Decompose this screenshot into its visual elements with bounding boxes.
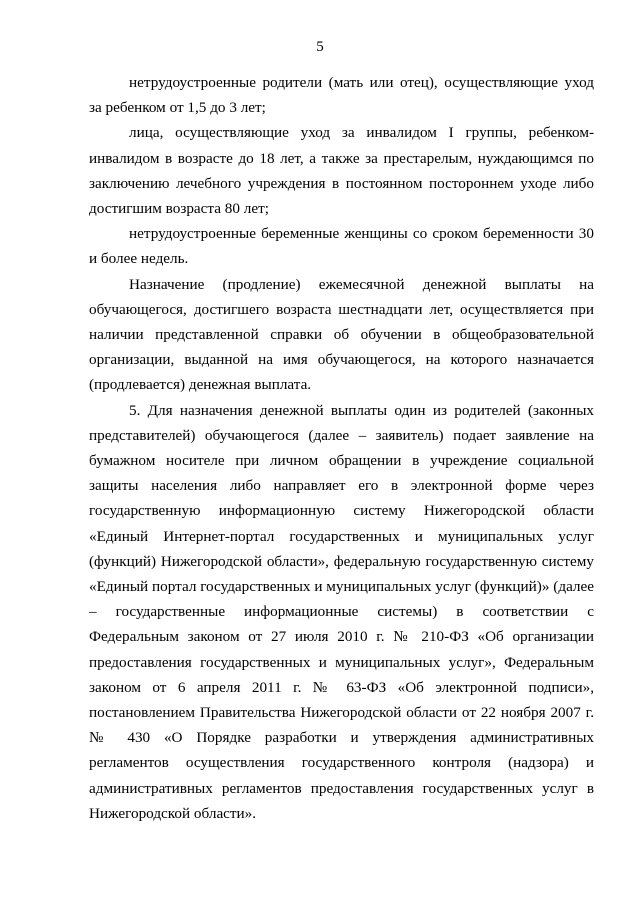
paragraph-pregnant-women: нетрудоустроенные беременные женщины со сроком беременности 30 и более недель. <box>89 225 594 268</box>
page-number: 5 <box>316 39 324 55</box>
document-body <box>89 70 594 826</box>
paragraph-parents-care: нетрудоустроенные родители (мать или отец), осуществляющие уход за ребенком от 1,5 до 3 лет; <box>89 74 594 117</box>
paragraph-section-5: 5. Для назначения денежной выплаты один из родителей (законных представителей) обучающегося (далее – заявитель) подает заявление на бумажном носителе при личном обращении в учреждение социальной защиты населения либо направляет его в электронной форме через государственную информационную систему Нижегородской области «Единый Интернет-портал государственных и муниципальных услуг (функций) Нижегородской области», федеральную государственную систему «Единый портал государственных и муниципальных услуг (функций)» (далее – государственные информационные системы) в соответствии с Федеральным законом от 27 июля 2010 г. № 210-ФЗ «Об организации предоставления государственных и муниципальных услуг», Федеральным законом от 6 апреля 2011 г. № 63-ФЗ «Об электронной подписи», постановлением Правительства Нижегородской области от 22 ноября 2007 г. № 430 «О Порядке разработки и утверждения административных регламентов осуществления государственного контроля (надзора) и административных регламентов предоставления государственных услуг в Нижегородской области». <box>89 401 594 822</box>
paragraph-caregivers: лица, осуществляющие уход за инвалидом I группы, ребенком-инвалидом в возрасте до 18 лет, а также за престарелым, нуждающимся по заключению лечебного учреждения в постоянном постороннем уходе либо достигшим возраста 80 лет; <box>89 124 594 218</box>
paragraph-extension-sixteen: Назначение (продление) ежемесячной денежной выплаты на обучающегося, достигшего возраста шестнадцати лет, осуществляется при наличии представленной справки об обучении в общеобразовательной организации, выданной на имя обучающегося, на которого назначается (продлевается) денежная выплата. <box>89 275 594 394</box>
